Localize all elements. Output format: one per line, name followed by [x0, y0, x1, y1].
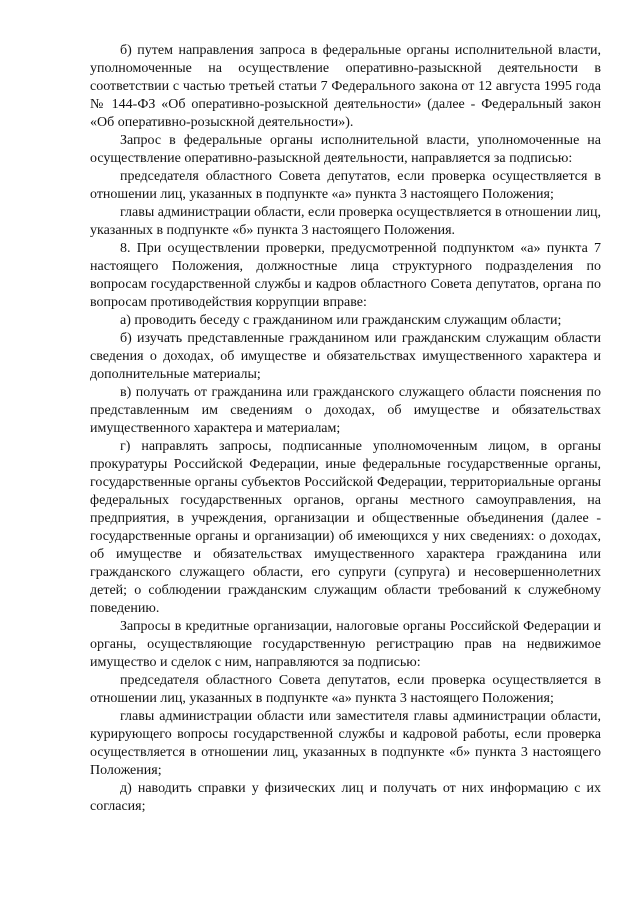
paragraph-item-a-conversation: а) проводить беседу с гражданином или гражданским служащим области; [120, 313, 562, 328]
paragraph-chairman-signature-2: председателя областного Совета депутатов, если проверка осуществляется в отношении лиц, указанных в подпункте «а» пункта 3 настоящего Положения; [90, 673, 601, 706]
paragraph-item-b-request: б) путем направления запроса в федеральные органы исполнительной власти, уполномоченные на осуществление оперативно-разыскной деятельности в соответствии с частью третьей статьи 7 Федерального закона от 12 августа 1995 года № 144-ФЗ «Об оперативно-розыскной деятельности» (далее - Федеральный закон «Об оперативно-розыскной деятельности»). [90, 43, 601, 130]
paragraph-item-b-study: б) изучать представленные гражданином или гражданским служащим области сведения о доходах, об имуществе и обязательствах имущественного характера и дополнительные материалы; [90, 331, 601, 382]
paragraph-item-d-inquiries: д) наводить справки у физических лиц и получать от них информацию с их согласия; [90, 781, 601, 814]
paragraph-head-or-deputy-signature: главы администрации области или заместителя главы администрации области, курирующего вопросы государственной службы и кадровой работы, если проверка осуществляется в отношении лиц, указанных в подпункте «б» пункта 3 настоящего Положения; [90, 709, 601, 778]
paragraph-item-g-requests: г) направлять запросы, подписанные уполномоченным лицом, в органы прокуратуры Российской Федерации, иные федеральные государственные органы, государственные органы субъектов Российской Федерации, территориальные органы федеральных государственных органов, органы местного самоуправления, на предприятия, в учреждения, организации и общественные объединения (далее - государственные органы и организации) об имеющихся у них сведениях: о доходах, об имуществе и обязательствах имущественного характера гражданина или гражданского служащего области, его супруги (супруга) и несовершеннолетних детей; о соблюдении гражданским служащим области требований к служебному поведению. [90, 439, 601, 616]
paragraph-head-administration-signature: главы администрации области, если проверка осуществляется в отношении лиц, указанных в подпункте «б» пункта 3 настоящего Положения. [90, 205, 601, 238]
paragraph-request-federal-organs: Запрос в федеральные органы исполнительной власти, уполномоченные на осуществление оперативно-разыскной деятельности, направляется за подписью: [90, 133, 601, 166]
paragraph-credit-organizations: Запросы в кредитные организации, налоговые органы Российской Федерации и органы, осуществляющие государственную регистрацию прав на недвижимое имущество и сделок с ним, направляются за подписью: [90, 619, 601, 670]
paragraph-item-v-explanations: в) получать от гражданина или гражданского служащего области пояснения по представленным им сведениям о доходах, об имуществе и обязательствах имущественного характера и материалам; [90, 385, 601, 436]
paragraph-chairman-signature: председателя областного Совета депутатов, если проверка осуществляется в отношении лиц, указанных в подпункте «а» пункта 3 настоящего Положения; [90, 169, 601, 202]
paragraph-section-8: 8. При осуществлении проверки, предусмотренной подпунктом «а» пункта 7 настоящего Положения, должностные лица структурного подразделения по вопросам государственной службы и кадров областного Совета депутатов, органа по вопросам противодействия коррупции вправе: [90, 241, 601, 310]
